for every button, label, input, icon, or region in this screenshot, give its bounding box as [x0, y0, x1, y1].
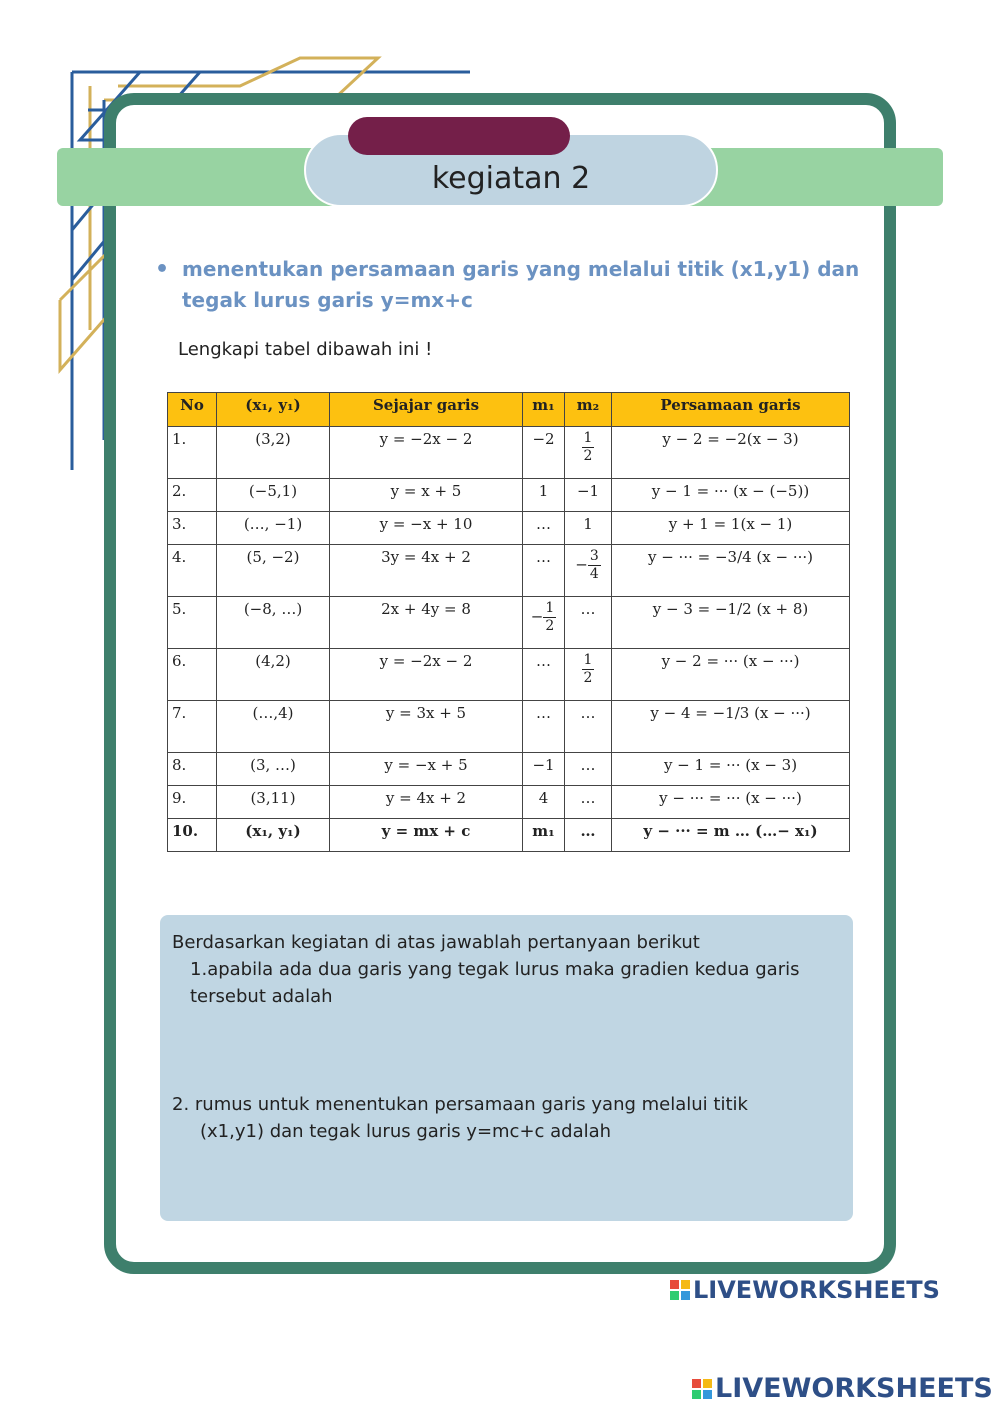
cell-m1	[523, 427, 565, 479]
cell-equation-text: y − 2 = ··· (x − ···)	[661, 652, 800, 670]
cell-point	[217, 753, 330, 786]
cell-no-text: 7.	[172, 704, 187, 722]
fraction-numerator: 1	[583, 652, 593, 668]
cell-equation	[612, 701, 850, 753]
cell-m2	[565, 597, 612, 649]
logo-square-3	[670, 1291, 679, 1300]
cell-no	[168, 512, 217, 545]
cell-no	[168, 753, 217, 786]
cell-no	[168, 479, 217, 512]
cell-m1-text: …	[536, 515, 551, 533]
cell-no-text: 3.	[172, 515, 187, 533]
exercise-table	[167, 392, 850, 852]
cell-m2	[565, 649, 612, 701]
cell-equation-text: y − ··· = m … (…− x₁)	[643, 822, 818, 840]
cell-parallel-line	[330, 649, 523, 701]
cell-point-text: (−5,1)	[248, 482, 298, 500]
cell-parallel-line-text: y = 4x + 2	[385, 789, 467, 807]
cell-point-text: (5, −2)	[246, 548, 300, 566]
table-row	[168, 512, 850, 545]
header-parallel-line: Sejajar garis	[330, 393, 523, 427]
cell-point	[217, 701, 330, 753]
cell-no-text: 4.	[172, 548, 187, 566]
cell-parallel-line-text: 2x + 4y = 8	[381, 600, 471, 618]
cell-parallel-line	[330, 786, 523, 819]
cell-equation-text: y − 1 = ··· (x − 3)	[663, 756, 798, 774]
brand-logo-bottom	[692, 1373, 993, 1404]
cell-m2-text: −1	[576, 482, 600, 500]
cell-parallel-line	[330, 597, 523, 649]
cell-m2-text: 1	[583, 515, 593, 533]
table-row	[168, 545, 850, 597]
questions-box	[160, 915, 853, 1221]
minus-sign: −	[575, 555, 588, 574]
cell-point	[217, 512, 330, 545]
cell-no	[168, 819, 217, 852]
cell-point-text: (…,4)	[252, 704, 294, 722]
cell-parallel-line-text: y = −2x − 2	[379, 430, 473, 448]
cell-m2	[565, 819, 612, 852]
cell-m2	[565, 545, 612, 597]
cell-point-text: (x₁, y₁)	[245, 822, 301, 840]
cell-point-text: (3,11)	[250, 789, 296, 807]
fraction-denominator: 2	[545, 618, 555, 634]
table-row	[168, 649, 850, 701]
cell-m1-text: …	[536, 548, 551, 566]
cell-m1	[523, 597, 565, 649]
cell-m1	[523, 512, 565, 545]
cell-m2-text: …	[580, 600, 596, 618]
objective-line-2: tegak lurus garis y=mx+c	[182, 288, 473, 312]
cell-parallel-line-text: y = x + 5	[390, 482, 462, 500]
cell-parallel-line-text: 3y = 4x + 2	[381, 548, 471, 566]
question-2-line-2: (x1,y1) dan tegak lurus garis y=mc+c adalah	[200, 1121, 612, 1142]
cell-point	[217, 786, 330, 819]
cell-parallel-line-text: y = 3x + 5	[385, 704, 467, 722]
cell-m2-text: …	[580, 822, 596, 840]
cell-m2	[565, 427, 612, 479]
objective-line-1: menentukan persamaan garis yang melalui titik (x1,y1) dan	[182, 257, 860, 281]
cell-no	[168, 786, 217, 819]
cell-equation-text: y − 1 = ··· (x − (−5))	[651, 482, 810, 500]
table-row	[168, 786, 850, 819]
cell-m1-text: 4	[538, 789, 549, 807]
fraction-denominator: 2	[583, 670, 593, 686]
question-2	[172, 1091, 812, 1145]
logo-square-1	[692, 1379, 701, 1388]
cell-parallel-line-text: y = −2x − 2	[379, 652, 473, 670]
question-1	[190, 956, 830, 1010]
cell-no-text: 10.	[172, 822, 199, 840]
cell-m2-text: …	[580, 704, 596, 722]
question-1-text: apabila ada dua garis yang tegak lurus maka gradien kedua garis tersebut adalah	[190, 959, 800, 1007]
cell-point	[217, 649, 330, 701]
cell-m1	[523, 701, 565, 753]
cell-equation-text: y − ··· = −3/4 (x − ···)	[647, 548, 814, 566]
cell-equation	[612, 753, 850, 786]
brand-logo-top	[670, 1276, 940, 1304]
cell-equation-text: y + 1 = 1(x − 1)	[668, 515, 793, 533]
instruction-text: Lengkapi tabel dibawah ini !	[178, 339, 433, 360]
cell-no-text: 5.	[172, 600, 187, 618]
cell-no-text: 2.	[172, 482, 187, 500]
cell-no	[168, 427, 217, 479]
cell-point	[217, 479, 330, 512]
cell-equation	[612, 512, 850, 545]
cell-m1	[523, 649, 565, 701]
cell-parallel-line	[330, 512, 523, 545]
cell-equation	[612, 649, 850, 701]
objective-bullet: •	[155, 257, 170, 282]
objective-text	[182, 254, 882, 316]
header-m2: m₂	[565, 393, 612, 427]
table-header-row	[168, 393, 850, 427]
cell-point-text: (…, −1)	[243, 515, 303, 533]
minus-sign: −	[530, 607, 544, 626]
cell-no	[168, 649, 217, 701]
fraction-numerator: 1	[545, 600, 555, 616]
brand-name: LIVEWORKSHEETS	[693, 1276, 940, 1304]
fraction-numerator: 1	[583, 430, 593, 446]
cell-parallel-line	[330, 753, 523, 786]
logo-square-1	[670, 1280, 679, 1289]
cell-parallel-line	[330, 479, 523, 512]
question-1-number: 1.	[190, 959, 208, 980]
cell-parallel-line-text: y = mx + c	[381, 822, 471, 840]
cell-point-text: (−8, …)	[243, 600, 303, 618]
cell-point-text: (3, …)	[250, 756, 296, 774]
cell-parallel-line-text: y = −x + 10	[379, 515, 473, 533]
cell-m1-text: m₁	[532, 822, 555, 840]
table-row	[168, 753, 850, 786]
header-point: (x₁, y₁)	[217, 393, 330, 427]
cell-no	[168, 701, 217, 753]
table-row	[168, 479, 850, 512]
cell-point-text: (3,2)	[255, 430, 291, 448]
fraction	[588, 548, 601, 583]
cell-m1-text: 1	[538, 482, 549, 500]
cell-equation-text: y − 4 = −1/3 (x − ···)	[650, 704, 811, 722]
cell-point	[217, 597, 330, 649]
cell-no-text: 9.	[172, 789, 187, 807]
fraction-denominator: 2	[583, 448, 593, 464]
logo-square-3	[692, 1390, 701, 1399]
cell-m1	[523, 819, 565, 852]
cell-parallel-line-text: y = −x + 5	[384, 756, 468, 774]
cell-m1-text: …	[536, 652, 551, 670]
cell-point	[217, 819, 330, 852]
cell-m1-text: −2	[532, 430, 555, 448]
table-row	[168, 819, 850, 852]
cell-no-text: 6.	[172, 652, 187, 670]
cell-equation	[612, 427, 850, 479]
cell-no-text: 1.	[172, 430, 187, 448]
table-row	[168, 597, 850, 649]
title-cap	[348, 117, 570, 155]
cell-m2-text: …	[580, 756, 596, 774]
cell-m1-text: −1	[532, 756, 555, 774]
cell-equation	[612, 545, 850, 597]
cell-no-text: 8.	[172, 756, 187, 774]
question-2-line-1: 2. rumus untuk menentukan persamaan garis yang melalui titik	[172, 1094, 748, 1115]
cell-m2	[565, 512, 612, 545]
cell-equation	[612, 786, 850, 819]
logo-square-2	[681, 1280, 690, 1289]
cell-m2	[565, 701, 612, 753]
header-equation: Persamaan garis	[612, 393, 850, 427]
cell-m2	[565, 479, 612, 512]
cell-equation-text: y − 3 = −1/2 (x + 8)	[652, 600, 809, 618]
cell-equation	[612, 479, 850, 512]
header-no: No	[168, 393, 217, 427]
cell-equation-text: y − 2 = −2(x − 3)	[662, 430, 799, 448]
page-title: kegiatan 2	[304, 133, 718, 207]
cell-m1	[523, 786, 565, 819]
table-row	[168, 427, 850, 479]
cell-point	[217, 427, 330, 479]
brand-logo-icon	[670, 1280, 690, 1300]
cell-m2-text: …	[580, 789, 596, 807]
cell-m1	[523, 545, 565, 597]
cell-no	[168, 597, 217, 649]
cell-equation-text: y − ··· = ··· (x − ···)	[659, 789, 802, 807]
fraction-numerator: 3	[589, 548, 599, 564]
cell-parallel-line	[330, 545, 523, 597]
logo-square-4	[703, 1390, 712, 1399]
fraction-denominator: 4	[589, 566, 599, 582]
cell-m1	[523, 753, 565, 786]
table-body	[168, 427, 850, 852]
table-row	[168, 701, 850, 753]
cell-parallel-line	[330, 701, 523, 753]
cell-point	[217, 545, 330, 597]
brand-name: LIVEWORKSHEETS	[715, 1373, 993, 1404]
cell-m1	[523, 479, 565, 512]
cell-parallel-line	[330, 427, 523, 479]
cell-m1-text: …	[536, 704, 551, 722]
cell-equation	[612, 597, 850, 649]
questions-intro: Berdasarkan kegiatan di atas jawablah pertanyaan berikut	[172, 932, 700, 953]
fraction	[582, 652, 595, 687]
fraction	[582, 430, 595, 465]
brand-logo-icon	[692, 1379, 712, 1399]
fraction	[543, 600, 556, 635]
cell-m2	[565, 753, 612, 786]
logo-square-2	[703, 1379, 712, 1388]
cell-m2	[565, 786, 612, 819]
cell-parallel-line	[330, 819, 523, 852]
cell-equation	[612, 819, 850, 852]
logo-square-4	[681, 1291, 690, 1300]
header-m1: m₁	[523, 393, 565, 427]
cell-point-text: (4,2)	[255, 652, 291, 670]
cell-no	[168, 545, 217, 597]
